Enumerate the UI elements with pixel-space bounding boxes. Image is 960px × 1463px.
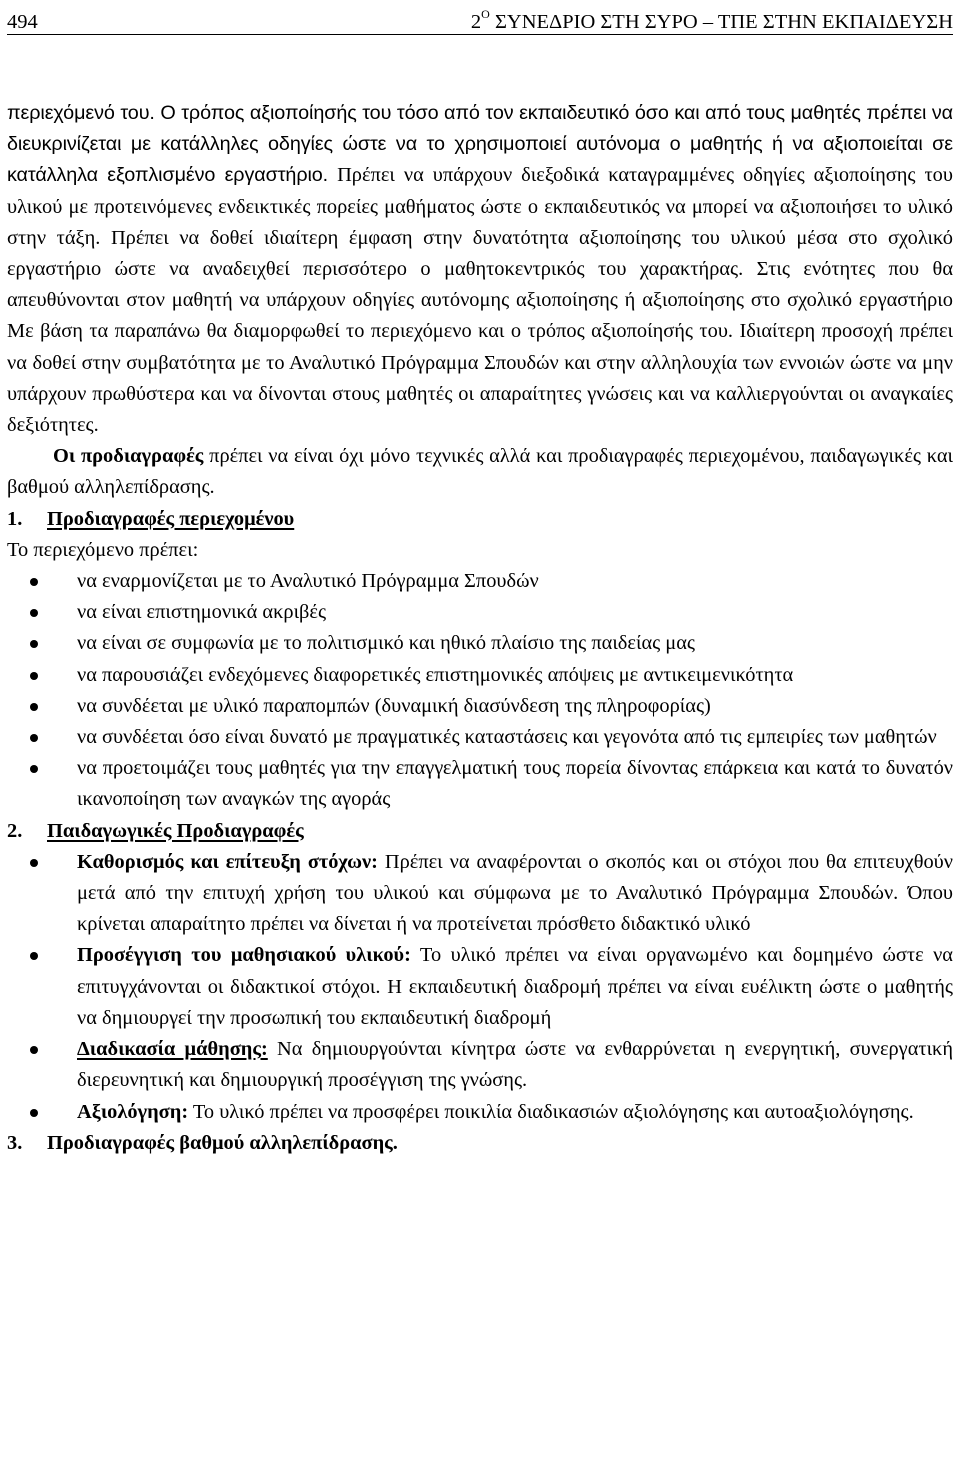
specifications-term: Οι προδιαγραφές xyxy=(53,445,204,468)
running-title-superscript: Ο xyxy=(481,7,490,22)
section-title: Παιδαγωγικές Προδιαγραφές xyxy=(47,819,304,842)
section-heading-1 xyxy=(7,504,953,535)
list-item-text: Το υλικό πρέπει να είναι οργανωμένο και δομημένο ώστε να επιτυγχάνονται οι διδακτικοί στόχοι. Η εκπαιδευτική διαδρομή πρέπει να είναι ευέλικτη ώστε ο μαθητής να δημιουργεί την προσωπική του εκπαιδευτική διαδρομή xyxy=(77,944,953,1029)
paragraph-content-usage xyxy=(7,98,953,441)
paragraph-serif-run: Πρέπει να υπάρχουν διεξοδικά καταγραμμένες οδηγίες αξιοποίησης του υλικού με προτεινόμενες ενδεικτικές πορείες μαθήματος ώστε ο εκπαιδευτικός να μπορεί να αξιοποιήσει το υλικό στην τάξη. Πρέπει να δοθεί ιδιαίτερη έμφαση στην δυνατότητα αξιοποίησης του υλικού μέσα στο σχολικό εργαστήριο ώστε να αναδειχθεί περισσότερο ο μαθητοκεντρικός του χαρακτήρας. Στις ενότητες που θα απευθύνονται στον μαθητή να υπάρχουν οδηγίες αυτόνομης αξιοποίησης ή αξιοποίησης στο σχολικό εργαστήριο Με βάση τα παραπάνω θα διαμορφωθεί το περιεχόμενο και ο τρόπος αξιοποίησής του. Ιδιαίτερη προσοχή πρέπει να δοθεί στην συμβατότητα με το Αναλυτικό Πρόγραμμα Σπουδών και στην αλληλουχία των εννοιών ώστε να μην υπάρχουν πρωθύστερα και να δίνονται στους μαθητές οι απαραίτητες γνώσεις και να καλλιεργούνται οι αναγκαίες δεξιότητες. xyxy=(7,164,953,437)
section-heading-2 xyxy=(7,816,953,847)
list-item xyxy=(7,691,953,722)
page-number: 494 xyxy=(7,11,38,33)
list-item-term: Καθορισμός και επίτευξη στόχων: xyxy=(77,850,378,873)
section-heading-3 xyxy=(7,1128,953,1159)
page-body xyxy=(7,35,953,1159)
pedagogical-spec-list xyxy=(7,847,953,1128)
list-item xyxy=(7,597,953,628)
bullet-icon xyxy=(30,1109,38,1117)
list-item xyxy=(7,722,953,753)
section-title: Προδιαγραφές περιεχομένου xyxy=(47,507,295,530)
bullet-icon xyxy=(30,765,38,773)
bullet-icon xyxy=(30,703,38,711)
section-1-intro: Το περιεχόμενο πρέπει: xyxy=(7,538,199,561)
list-item xyxy=(7,940,953,1034)
list-item-text: να παρουσιάζει ενδεχόμενες διαφορετικές επιστημονικές απόψεις με αντικειμενικότητα xyxy=(77,663,794,686)
paragraph-specifications xyxy=(7,441,953,503)
list-item xyxy=(7,847,953,941)
list-item-text: Πρέπει να αναφέρονται ο σκοπός και οι στόχοι που θα επιτευχθούν μετά από την επιτυχή χρήση του υλικού και σύμφωνα με το Αναλυτικό Πρόγραμμα Σπουδών. Όπου κρίνεται απαραίτητο πρέπει να δίνεται ή να προτείνεται πρόσθετο διδακτικό υλικό xyxy=(77,850,953,936)
list-item-text: να είναι επιστημονικά ακριβές xyxy=(77,601,327,624)
list-item-text: να εναρμονίζεται με το Αναλυτικό Πρόγραμμα Σπουδών xyxy=(77,570,539,593)
list-item xyxy=(7,1097,953,1128)
section-number: 3. xyxy=(7,1131,23,1154)
list-item-term: Διαδικασία μάθησης: xyxy=(77,1038,268,1061)
bullet-icon xyxy=(30,672,38,680)
specifications-text: πρέπει να είναι όχι μόνο τεχνικές αλλά και προδιαγραφές περιεχομένου, παιδαγωγικές και βαθμού αλληλεπίδρασης. xyxy=(7,445,953,499)
paragraph-sans-run: περιεχόμενό του. Ο τρόπος αξιοποίησής του τόσο από τον εκπαιδευτικό όσο και από τους μαθητές πρέπει να διευκρινίζεται με κατάλληλες οδηγίες ώστε να το χρησιμοποιεί αυτόνομα ο μαθητής ή να αξιοποιείται σε κατάλληλα εξοπλισμένο εργαστήριο. xyxy=(7,102,953,187)
list-item-text: να συνδέεται με υλικό παραπομπών (δυναμική διασύνδεση της πληροφορίας) xyxy=(77,694,711,717)
section-number: 2. xyxy=(7,819,23,842)
list-item-text: να είναι σε συμφωνία με το πολιτισμικό και ηθικό πλαίσιο της παιδείας μας xyxy=(77,632,696,655)
list-item-term: Προσέγγιση του μαθησιακού υλικού: xyxy=(77,944,411,967)
running-title-number: 2 xyxy=(470,11,482,33)
content-spec-list xyxy=(7,566,953,816)
section-title: Προδιαγραφές βαθμού αλληλεπίδρασης. xyxy=(47,1131,398,1154)
list-item-text: να προετοιμάζει τους μαθητές για την επαγγελματική τους πορεία δίνοντας επάρκεια και κατά το δυνατόν ικανοποίηση των αναγκών της αγοράς xyxy=(77,757,953,811)
list-item-text: να συνδέεται όσο είναι δυνατό με πραγματικές καταστάσεις και γεγονότα από τις εμπειρίες των μαθητών xyxy=(77,726,937,749)
list-item xyxy=(7,628,953,659)
list-item xyxy=(7,1034,953,1096)
bullet-icon xyxy=(30,1046,38,1054)
bullet-icon xyxy=(30,640,38,648)
bullet-icon xyxy=(30,734,38,742)
list-item-text: Να δημιουργούνται κίνητρα ώστε να ενθαρρύνεται η ενεργητική, συνεργατική διερευνητική και δημιουργική προσέγγιση της γνώσης. xyxy=(77,1038,953,1092)
bullet-icon xyxy=(30,859,38,867)
running-header xyxy=(7,0,953,35)
bullet-icon xyxy=(30,609,38,617)
bullet-icon xyxy=(30,578,38,586)
list-item xyxy=(7,660,953,691)
running-title xyxy=(470,7,953,34)
list-item xyxy=(7,753,953,815)
running-title-text: ΣΥΝΕΔΡΙΟ ΣΤΗ ΣΥΡΟ – ΤΠΕ ΣΤΗΝ ΕΚΠΑΙΔΕΥΣΗ xyxy=(494,11,953,33)
bullet-icon xyxy=(30,952,38,960)
list-item xyxy=(7,566,953,597)
section-number: 1. xyxy=(7,507,23,530)
list-item-text: Το υλικό πρέπει να προσφέρει ποικιλία διαδικασιών αξιολόγησης και αυτοαξιολόγησης. xyxy=(188,1100,914,1123)
list-item-term: Αξιολόγηση: xyxy=(77,1100,189,1123)
